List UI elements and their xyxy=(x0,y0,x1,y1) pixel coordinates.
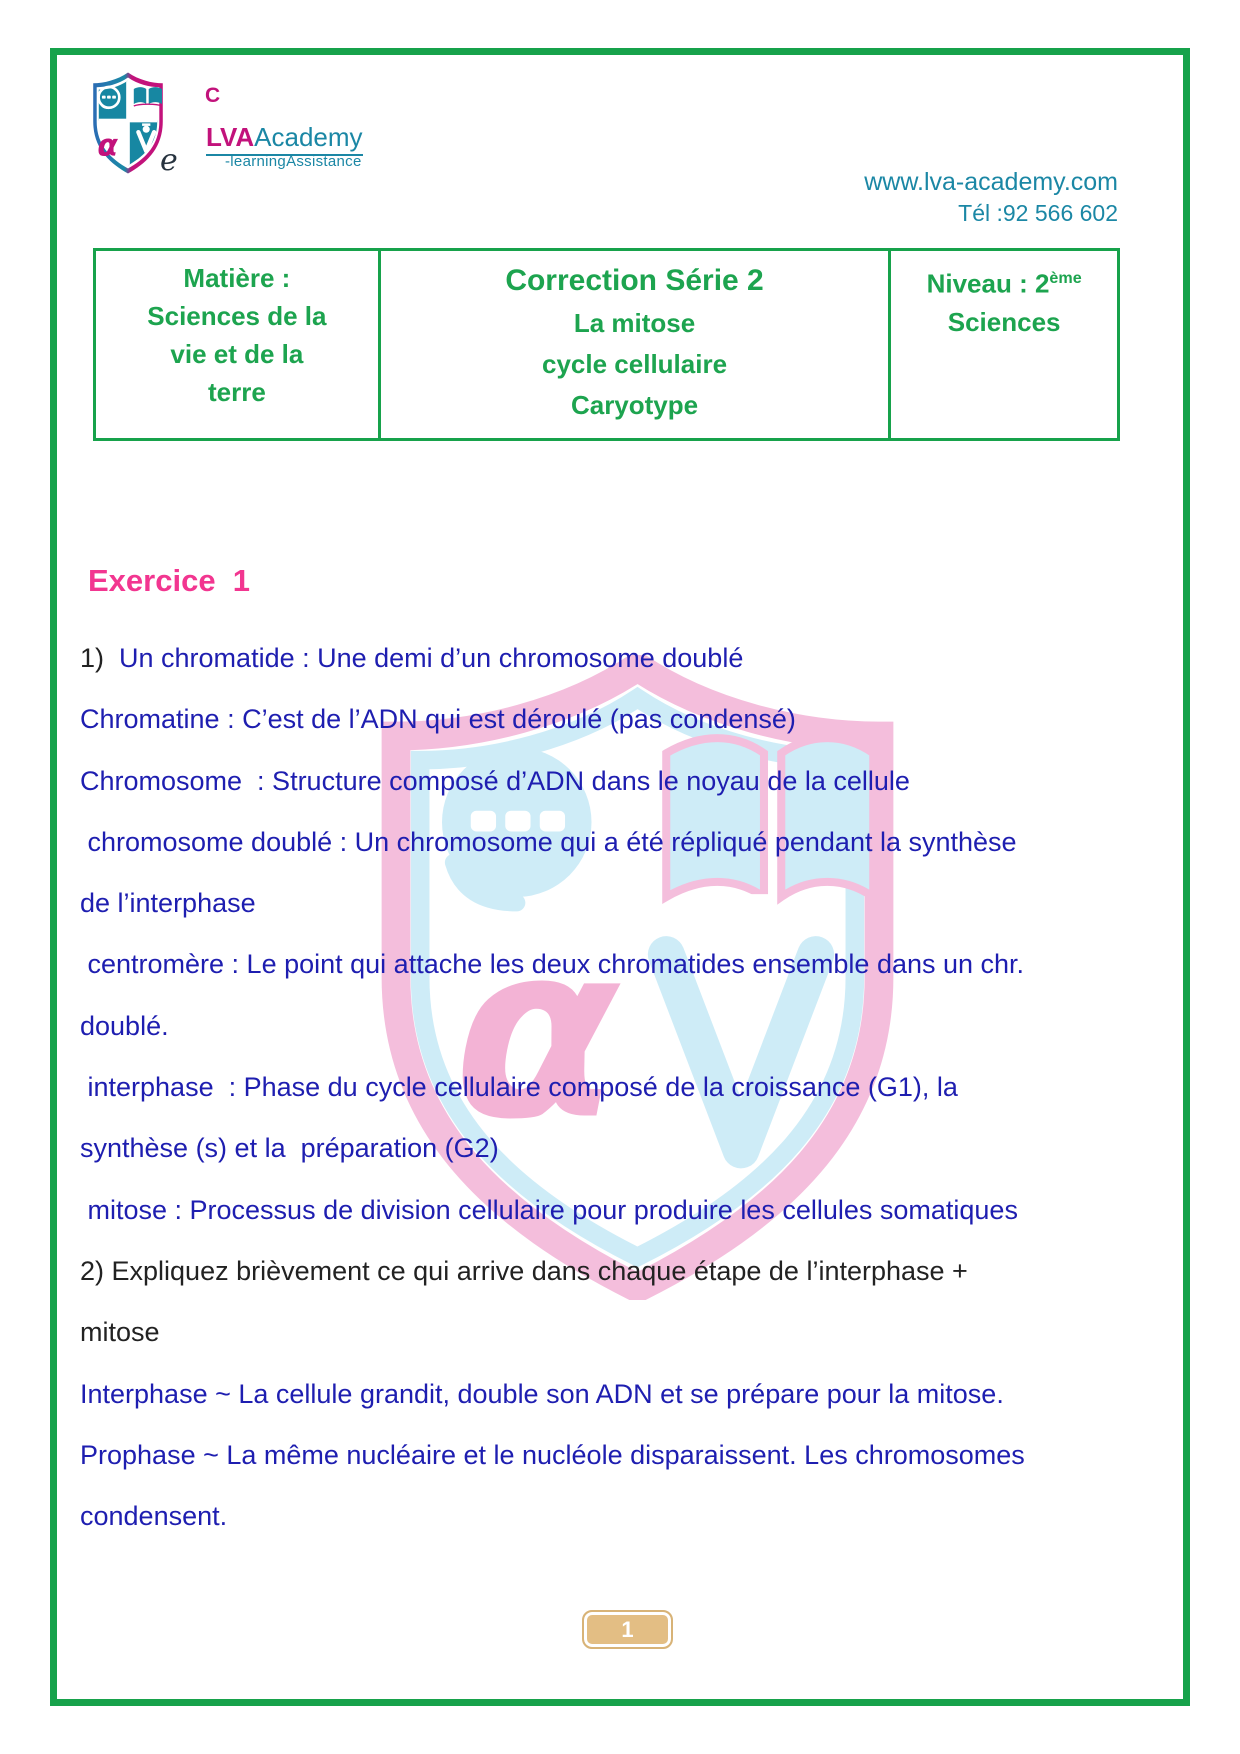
answer-text: Chromosome : Structure composé d’ADN dans le noyau de la cellule xyxy=(80,765,910,796)
answer-line xyxy=(80,1486,1155,1547)
lva-academy-shield-icon xyxy=(86,70,170,176)
brand-name xyxy=(206,122,363,156)
answer-text: mitose xyxy=(80,1317,160,1348)
level-line xyxy=(895,259,1113,303)
page-number: 1 xyxy=(621,1616,634,1642)
subject-line: Matière : xyxy=(183,263,291,293)
answer-line xyxy=(80,1118,1155,1179)
answer-line xyxy=(80,996,1155,1057)
subject-line: terre xyxy=(207,377,266,407)
phone-number: Tél :92 566 602 xyxy=(958,200,1118,226)
answer-text: Chromatine : C’est de l’ADN qui est déroulé (pas condensé) xyxy=(80,704,796,735)
answer-text: interphase : Phase du cycle cellulaire composé de la croissance (G1), la xyxy=(80,1072,958,1103)
series-subtitle: cycle cellulaire xyxy=(542,349,728,379)
series-subtitle: Caryotype xyxy=(570,390,699,420)
series-subtitle: La mitose xyxy=(573,308,696,338)
contact-block xyxy=(864,168,1118,227)
level-line2: Sciences xyxy=(947,306,1061,337)
svg-text:α: α xyxy=(453,891,620,1173)
exercise-heading: Exercice 1 xyxy=(88,563,251,598)
answer-line xyxy=(80,751,1155,812)
answer-line xyxy=(80,628,1155,689)
answer-text: mitose : Processus de division cellulaire pour produire les cellules somatiques xyxy=(80,1194,1018,1225)
answer-text: centromère : Le point qui attache les deux chromatides ensemble dans un chr. xyxy=(80,949,1025,980)
answer-text: chromosome doublé : Un chromosome qui a été répliqué pendant la synthèse xyxy=(80,826,1017,857)
series-title-cell xyxy=(378,251,889,438)
header-info-table xyxy=(93,248,1120,441)
answer-line xyxy=(80,873,1155,934)
answer-line xyxy=(80,1180,1155,1241)
answer-line xyxy=(80,1364,1155,1425)
answer-text-block xyxy=(80,628,1155,1547)
svg-text:α: α xyxy=(97,128,118,164)
answer-text: Interphase ~ La cellule grandit, double son ADN et se prépare pour la mitose. xyxy=(80,1378,1004,1409)
series-title: Correction Série 2 xyxy=(505,264,764,297)
answer-line xyxy=(80,689,1155,750)
brand-letter-c: C xyxy=(205,84,221,107)
answer-line xyxy=(80,1057,1155,1118)
answer-line xyxy=(80,812,1155,873)
answer-text: 1) xyxy=(80,643,120,673)
answer-text: Un chromatide : Une demi d’un chromosome doublé xyxy=(119,643,744,673)
brand-academy: Academy xyxy=(254,122,363,152)
answer-text: doublé. xyxy=(80,1010,169,1041)
answer-line xyxy=(80,1241,1155,1302)
page-number-badge xyxy=(582,1610,673,1649)
website-url: www.lva-academy.com xyxy=(864,168,1118,196)
answer-text: de l’interphase xyxy=(80,888,256,919)
level-superscript: ème xyxy=(1049,269,1082,287)
subject-line: Sciences de la xyxy=(147,301,327,331)
answer-text: 2) Expliquez brièvement ce qui arrive dans chaque étape de l’interphase + xyxy=(80,1255,968,1286)
answer-text: synthèse (s) et la préparation (G2) xyxy=(80,1133,499,1164)
level-cell xyxy=(888,251,1117,438)
answer-text: Prophase ~ La même nucléaire et le nucléole disparaissent. Les chromosomes xyxy=(80,1439,1025,1470)
subject-line: vie et de la xyxy=(170,339,304,369)
answer-line xyxy=(80,1302,1155,1363)
logo-e-glyph: e xyxy=(160,143,178,178)
answer-line xyxy=(80,1425,1155,1486)
level-text: Niveau : 2 xyxy=(926,268,1050,299)
subject-cell xyxy=(96,251,378,438)
answer-line xyxy=(80,934,1155,995)
answer-text: condensent. xyxy=(80,1501,228,1532)
brand-tagline: -learningAssistance xyxy=(225,153,362,170)
brand-lva: LVA xyxy=(206,122,255,152)
